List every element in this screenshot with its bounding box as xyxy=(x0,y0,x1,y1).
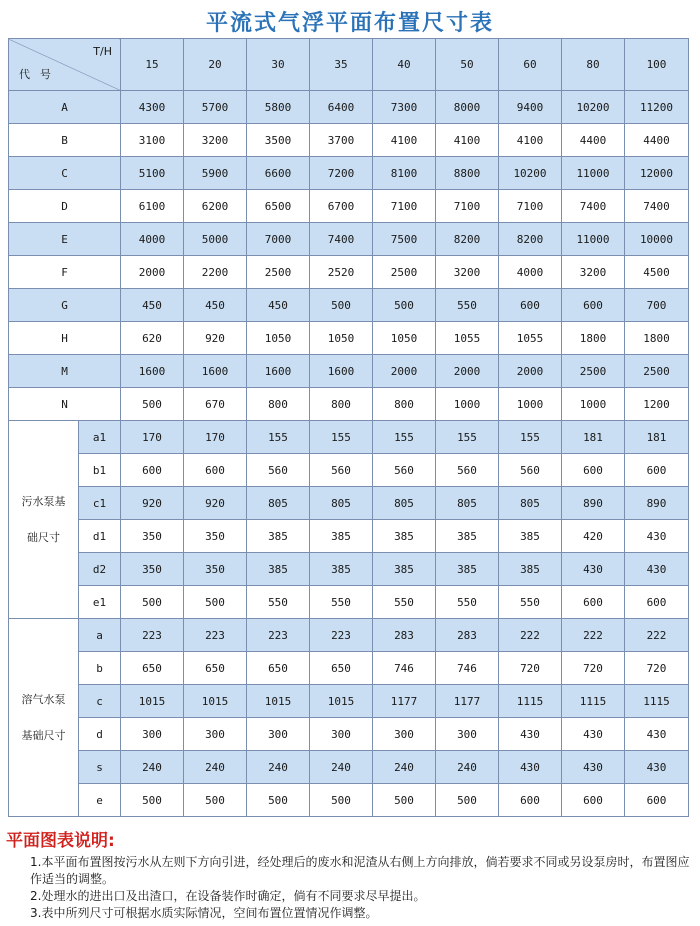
value-cell: 600 xyxy=(562,784,625,817)
value-cell: 9400 xyxy=(499,91,562,124)
row-code: d2 xyxy=(79,553,121,586)
value-cell: 385 xyxy=(310,553,373,586)
value-cell: 430 xyxy=(562,718,625,751)
value-cell: 7000 xyxy=(247,223,310,256)
value-cell: 7400 xyxy=(625,190,689,223)
value-cell: 600 xyxy=(499,784,562,817)
value-cell: 670 xyxy=(184,388,247,421)
value-cell: 650 xyxy=(310,652,373,685)
value-cell: 350 xyxy=(121,520,184,553)
value-cell: 746 xyxy=(373,652,436,685)
value-cell: 155 xyxy=(310,421,373,454)
value-cell: 1200 xyxy=(625,388,689,421)
value-cell: 720 xyxy=(562,652,625,685)
value-cell: 550 xyxy=(373,586,436,619)
value-cell: 240 xyxy=(184,751,247,784)
value-cell: 385 xyxy=(310,520,373,553)
value-cell: 12000 xyxy=(625,157,689,190)
value-cell: 430 xyxy=(625,751,689,784)
value-cell: 500 xyxy=(373,289,436,322)
note-item: 2.处理水的进出口及出渣口，在设备装作时确定，倘有不同要求尽早提出。 xyxy=(30,889,426,903)
table-row xyxy=(9,784,689,817)
value-cell: 300 xyxy=(121,718,184,751)
value-cell: 4500 xyxy=(625,256,689,289)
value-cell: 1055 xyxy=(499,322,562,355)
table-row xyxy=(9,322,689,355)
notes-title: 平面图表说明: xyxy=(6,831,115,851)
value-cell: 5100 xyxy=(121,157,184,190)
value-cell: 10200 xyxy=(499,157,562,190)
value-cell: 155 xyxy=(247,421,310,454)
value-cell: 600 xyxy=(562,289,625,322)
value-cell: 7400 xyxy=(562,190,625,223)
value-cell: 300 xyxy=(373,718,436,751)
note-item: 1.本平面布置图按污水从左则下方向引进，经处理后的废水和泥渣从右侧上方向排放，倘若要求不同或另设泵房时，布置图应作适当的调整。 xyxy=(30,855,690,886)
value-cell: 222 xyxy=(625,619,689,652)
value-cell: 430 xyxy=(562,553,625,586)
value-cell: 560 xyxy=(436,454,499,487)
value-cell: 1600 xyxy=(121,355,184,388)
value-cell: 6700 xyxy=(310,190,373,223)
value-cell: 170 xyxy=(121,421,184,454)
value-cell: 1800 xyxy=(562,322,625,355)
value-cell: 8800 xyxy=(436,157,499,190)
value-cell: 600 xyxy=(562,454,625,487)
value-cell: 6400 xyxy=(310,91,373,124)
value-cell: 155 xyxy=(436,421,499,454)
value-cell: 1600 xyxy=(247,355,310,388)
row-code: c1 xyxy=(79,487,121,520)
table-row xyxy=(9,454,689,487)
value-cell: 240 xyxy=(247,751,310,784)
value-cell: 1600 xyxy=(310,355,373,388)
row-code: M xyxy=(9,355,121,388)
table-body xyxy=(9,91,689,817)
table-row xyxy=(9,586,689,619)
group-label-line: 基础尺寸 xyxy=(21,728,66,742)
value-cell: 300 xyxy=(436,718,499,751)
value-cell: 8200 xyxy=(436,223,499,256)
column-header: 100 xyxy=(625,39,689,91)
table-header-row xyxy=(9,39,689,91)
note-item: 3.表中所列尺寸可根据水质实际情况，空间布置位置情况作调整。 xyxy=(30,906,378,920)
value-cell: 4300 xyxy=(121,91,184,124)
notes-section xyxy=(6,826,696,922)
row-code: G xyxy=(9,289,121,322)
value-cell: 4100 xyxy=(373,124,436,157)
value-cell: 10200 xyxy=(562,91,625,124)
value-cell: 6500 xyxy=(247,190,310,223)
value-cell: 4400 xyxy=(625,124,689,157)
value-cell: 385 xyxy=(436,520,499,553)
value-cell: 5000 xyxy=(184,223,247,256)
value-cell: 2500 xyxy=(373,256,436,289)
table-row xyxy=(9,652,689,685)
value-cell: 550 xyxy=(499,586,562,619)
value-cell: 550 xyxy=(436,289,499,322)
value-cell: 11000 xyxy=(562,157,625,190)
value-cell: 1000 xyxy=(436,388,499,421)
value-cell: 720 xyxy=(625,652,689,685)
value-cell: 1115 xyxy=(562,685,625,718)
value-cell: 10000 xyxy=(625,223,689,256)
value-cell: 7100 xyxy=(373,190,436,223)
value-cell: 300 xyxy=(310,718,373,751)
group-label xyxy=(9,421,79,619)
value-cell: 1600 xyxy=(184,355,247,388)
table-row xyxy=(9,553,689,586)
row-code: N xyxy=(9,388,121,421)
row-code: d1 xyxy=(79,520,121,553)
value-cell: 283 xyxy=(436,619,499,652)
value-cell: 600 xyxy=(184,454,247,487)
value-cell: 800 xyxy=(373,388,436,421)
value-cell: 890 xyxy=(625,487,689,520)
table-row xyxy=(9,388,689,421)
value-cell: 920 xyxy=(184,322,247,355)
value-cell: 3500 xyxy=(247,124,310,157)
value-cell: 240 xyxy=(436,751,499,784)
value-cell: 430 xyxy=(499,718,562,751)
value-cell: 1015 xyxy=(247,685,310,718)
value-cell: 1050 xyxy=(310,322,373,355)
code-header-label: 代号 xyxy=(19,68,61,81)
value-cell: 1015 xyxy=(184,685,247,718)
table-row xyxy=(9,289,689,322)
value-cell: 600 xyxy=(625,586,689,619)
value-cell: 385 xyxy=(247,520,310,553)
value-cell: 4000 xyxy=(499,256,562,289)
value-cell: 720 xyxy=(499,652,562,685)
table-row xyxy=(9,685,689,718)
value-cell: 2520 xyxy=(310,256,373,289)
value-cell: 222 xyxy=(562,619,625,652)
column-header: 60 xyxy=(499,39,562,91)
value-cell: 650 xyxy=(247,652,310,685)
value-cell: 500 xyxy=(373,784,436,817)
column-header: 35 xyxy=(310,39,373,91)
value-cell: 1000 xyxy=(499,388,562,421)
value-cell: 450 xyxy=(184,289,247,322)
value-cell: 350 xyxy=(184,520,247,553)
value-cell: 3200 xyxy=(562,256,625,289)
value-cell: 700 xyxy=(625,289,689,322)
value-cell: 500 xyxy=(121,586,184,619)
value-cell: 430 xyxy=(562,751,625,784)
table-row xyxy=(9,190,689,223)
value-cell: 450 xyxy=(121,289,184,322)
value-cell: 240 xyxy=(373,751,436,784)
value-cell: 300 xyxy=(247,718,310,751)
row-code: a1 xyxy=(79,421,121,454)
value-cell: 500 xyxy=(436,784,499,817)
group-label-line: 溶气水泵 xyxy=(21,692,66,706)
row-code: b1 xyxy=(79,454,121,487)
value-cell: 3100 xyxy=(121,124,184,157)
value-cell: 2000 xyxy=(499,355,562,388)
value-cell: 2500 xyxy=(625,355,689,388)
table-row xyxy=(9,355,689,388)
value-cell: 222 xyxy=(499,619,562,652)
value-cell: 600 xyxy=(562,586,625,619)
value-cell: 240 xyxy=(121,751,184,784)
column-header: 15 xyxy=(121,39,184,91)
value-cell: 4000 xyxy=(121,223,184,256)
value-cell: 6600 xyxy=(247,157,310,190)
value-cell: 4400 xyxy=(562,124,625,157)
value-cell: 2000 xyxy=(436,355,499,388)
row-code: e1 xyxy=(79,586,121,619)
value-cell: 7300 xyxy=(373,91,436,124)
value-cell: 560 xyxy=(310,454,373,487)
value-cell: 385 xyxy=(499,520,562,553)
row-code: c xyxy=(79,685,121,718)
value-cell: 600 xyxy=(499,289,562,322)
value-cell: 385 xyxy=(373,520,436,553)
value-cell: 3700 xyxy=(310,124,373,157)
value-cell: 805 xyxy=(247,487,310,520)
value-cell: 181 xyxy=(562,421,625,454)
value-cell: 920 xyxy=(184,487,247,520)
value-cell: 560 xyxy=(373,454,436,487)
group-label xyxy=(9,619,79,817)
value-cell: 430 xyxy=(625,718,689,751)
row-code: E xyxy=(9,223,121,256)
value-cell: 4100 xyxy=(436,124,499,157)
value-cell: 350 xyxy=(121,553,184,586)
group-label-line: 础尺寸 xyxy=(27,530,60,544)
value-cell: 11000 xyxy=(562,223,625,256)
value-cell: 7500 xyxy=(373,223,436,256)
value-cell: 500 xyxy=(310,289,373,322)
table-row xyxy=(9,421,689,454)
row-code: D xyxy=(9,190,121,223)
value-cell: 1055 xyxy=(436,322,499,355)
group-label-line: 污水泵基 xyxy=(21,494,66,508)
value-cell: 2500 xyxy=(562,355,625,388)
column-header: 40 xyxy=(373,39,436,91)
value-cell: 500 xyxy=(121,784,184,817)
value-cell: 1000 xyxy=(562,388,625,421)
value-cell: 5800 xyxy=(247,91,310,124)
value-cell: 8000 xyxy=(436,91,499,124)
value-cell: 385 xyxy=(499,553,562,586)
value-cell: 7100 xyxy=(436,190,499,223)
value-cell: 550 xyxy=(436,586,499,619)
value-cell: 805 xyxy=(436,487,499,520)
value-cell: 500 xyxy=(247,784,310,817)
column-header: 50 xyxy=(436,39,499,91)
table-row xyxy=(9,619,689,652)
value-cell: 8100 xyxy=(373,157,436,190)
value-cell: 600 xyxy=(121,454,184,487)
table-row xyxy=(9,256,689,289)
value-cell: 500 xyxy=(184,586,247,619)
value-cell: 170 xyxy=(184,421,247,454)
value-cell: 385 xyxy=(436,553,499,586)
row-code: B xyxy=(9,124,121,157)
value-cell: 6100 xyxy=(121,190,184,223)
table-row xyxy=(9,751,689,784)
value-cell: 7100 xyxy=(499,190,562,223)
value-cell: 283 xyxy=(373,619,436,652)
value-cell: 1800 xyxy=(625,322,689,355)
value-cell: 1115 xyxy=(499,685,562,718)
value-cell: 240 xyxy=(310,751,373,784)
value-cell: 420 xyxy=(562,520,625,553)
capacity-header-label: T/H xyxy=(93,45,112,58)
value-cell: 11200 xyxy=(625,91,689,124)
value-cell: 600 xyxy=(625,454,689,487)
value-cell: 800 xyxy=(247,388,310,421)
value-cell: 805 xyxy=(373,487,436,520)
value-cell: 500 xyxy=(184,784,247,817)
value-cell: 1177 xyxy=(436,685,499,718)
value-cell: 1015 xyxy=(121,685,184,718)
value-cell: 890 xyxy=(562,487,625,520)
value-cell: 430 xyxy=(625,520,689,553)
row-code: H xyxy=(9,322,121,355)
value-cell: 550 xyxy=(247,586,310,619)
table-row xyxy=(9,520,689,553)
value-cell: 8200 xyxy=(499,223,562,256)
value-cell: 1050 xyxy=(247,322,310,355)
value-cell: 1015 xyxy=(310,685,373,718)
value-cell: 560 xyxy=(247,454,310,487)
table-row xyxy=(9,124,689,157)
value-cell: 800 xyxy=(310,388,373,421)
column-header: 30 xyxy=(247,39,310,91)
value-cell: 300 xyxy=(184,718,247,751)
value-cell: 7400 xyxy=(310,223,373,256)
value-cell: 2200 xyxy=(184,256,247,289)
value-cell: 805 xyxy=(310,487,373,520)
value-cell: 385 xyxy=(373,553,436,586)
value-cell: 181 xyxy=(625,421,689,454)
value-cell: 155 xyxy=(499,421,562,454)
value-cell: 1050 xyxy=(373,322,436,355)
row-code: b xyxy=(79,652,121,685)
value-cell: 7200 xyxy=(310,157,373,190)
value-cell: 223 xyxy=(247,619,310,652)
column-header: 20 xyxy=(184,39,247,91)
value-cell: 223 xyxy=(121,619,184,652)
value-cell: 620 xyxy=(121,322,184,355)
row-code: A xyxy=(9,91,121,124)
value-cell: 650 xyxy=(184,652,247,685)
dimension-table xyxy=(8,38,689,817)
value-cell: 600 xyxy=(625,784,689,817)
value-cell: 920 xyxy=(121,487,184,520)
value-cell: 500 xyxy=(310,784,373,817)
value-cell: 1115 xyxy=(625,685,689,718)
value-cell: 5700 xyxy=(184,91,247,124)
row-code: C xyxy=(9,157,121,190)
table-corner-cell xyxy=(9,39,121,91)
value-cell: 500 xyxy=(121,388,184,421)
value-cell: 3200 xyxy=(184,124,247,157)
value-cell: 223 xyxy=(184,619,247,652)
row-code: e xyxy=(79,784,121,817)
value-cell: 385 xyxy=(247,553,310,586)
table-row xyxy=(9,157,689,190)
value-cell: 450 xyxy=(247,289,310,322)
value-cell: 350 xyxy=(184,553,247,586)
value-cell: 1177 xyxy=(373,685,436,718)
value-cell: 430 xyxy=(625,553,689,586)
page-title: 平流式气浮平面布置尺寸表 xyxy=(205,11,494,36)
value-cell: 2000 xyxy=(373,355,436,388)
value-cell: 430 xyxy=(499,751,562,784)
value-cell: 155 xyxy=(373,421,436,454)
table-row xyxy=(9,223,689,256)
value-cell: 4100 xyxy=(499,124,562,157)
row-code: s xyxy=(79,751,121,784)
value-cell: 2000 xyxy=(121,256,184,289)
column-header: 80 xyxy=(562,39,625,91)
table-row xyxy=(9,91,689,124)
value-cell: 5900 xyxy=(184,157,247,190)
row-code: F xyxy=(9,256,121,289)
value-cell: 805 xyxy=(499,487,562,520)
value-cell: 560 xyxy=(499,454,562,487)
row-code: a xyxy=(79,619,121,652)
value-cell: 223 xyxy=(310,619,373,652)
row-code: d xyxy=(79,718,121,751)
value-cell: 650 xyxy=(121,652,184,685)
value-cell: 3200 xyxy=(436,256,499,289)
value-cell: 746 xyxy=(436,652,499,685)
table-row xyxy=(9,487,689,520)
value-cell: 2500 xyxy=(247,256,310,289)
table-row xyxy=(9,718,689,751)
value-cell: 6200 xyxy=(184,190,247,223)
value-cell: 550 xyxy=(310,586,373,619)
